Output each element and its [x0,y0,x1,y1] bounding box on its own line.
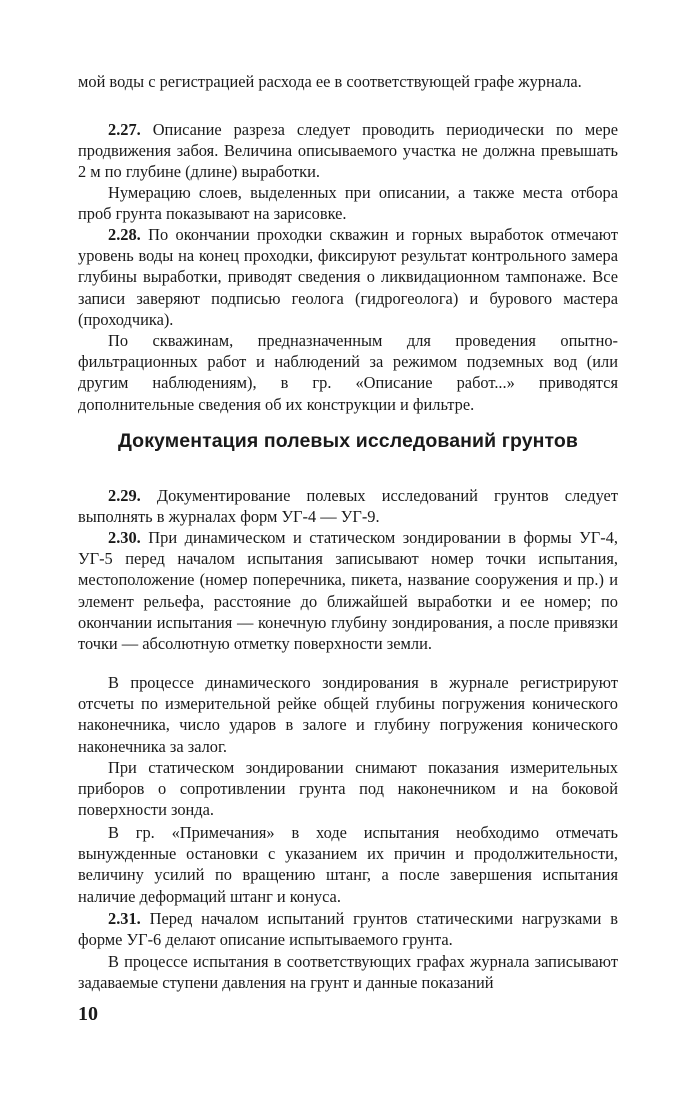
paragraph-text: Документирование полевых исследований грунтов следует выполнять в журналах форм УГ-4 — УГ-9. [78,486,618,527]
paragraph-2-29 [78,485,618,527]
paragraph-text: При динамическом и статическом зондировании в формы УГ-4, УГ-5 перед началом испытания записывают номер точки испытания, местоположение (номер поперечника, пикета, название сооружения и пр.) и элемент рельефа, расстояние до ближайшей выработки и ее номер; по окончании испытания — конечную глубину зондирования, а после привязки точки — абсолютную отметку поверхности земли. [78,528,618,654]
section-number: 2.30. [108,528,141,547]
section-number: 2.27. [108,120,141,139]
paragraph-text: мой воды с регистрацией расхода ее в соответствующей графе журнала. [78,72,582,91]
paragraph-text: В процессе динамического зондирования в журнале регистрируют отсчеты по измерительной рейке общей глубины погружения конического наконечника, число ударов в залоге и глубину погружения конического наконечника за залог. [78,673,618,756]
paragraph-dynamic [78,672,618,757]
paragraph-text: Перед началом испытаний грунтов статическими нагрузками в форме УГ-6 делают описание испытываемого грунта. [78,909,618,950]
paragraph-text: По скважинам, предназначенным для проведения опытно-фильтрационных работ и наблюдений за режимом подземных вод (или другим наблюдениям), в гр. «Описание работ...» приводятся дополнительные сведения об их конструкции и фильтре. [78,331,618,414]
paragraph-text: При статическом зондировании снимают показания измерительных приборов о сопротивлении грунта под наконечником и на боковой поверхности зонда. [78,758,618,820]
paragraph-2-31 [78,908,618,950]
paragraph-text: В гр. «Примечания» в ходе испытания необходимо отмечать вынужденные остановки с указанием их причин и продолжительности, величину усилий по вращению штанг, а после завершения испытания наличие деформаций штанг и конуса. [78,823,618,906]
paragraph-2-30 [78,527,618,654]
paragraph-text: В процессе испытания в соответствующих графах журнала записывают задаваемые ступени давления на грунт и данные показаний [78,952,618,993]
paragraph-text: Нумерацию слоев, выделенных при описании, а также места отбора проб грунта показывают на зарисовке. [78,183,618,224]
section-heading: Документация полевых исследований грунтов [117,430,579,452]
paragraph-text: Описание разреза следует проводить периодически по мере продвижения забоя. Величина описываемого участка не должна превышать 2 м по глубине (длине) выработки. [78,120,618,182]
section-number: 2.28. [108,225,141,244]
paragraph-continuation [78,71,618,92]
paragraph-2-28 [78,224,618,330]
paragraph-notes [78,822,618,907]
paragraph-text: По окончании проходки скважин и горных выработок отмечают уровень воды на конец проходки, фиксируют результат контрольного замера глубины выработки, приводят сведения о ликвидационном тампонаже. Все записи заверяют подписью геолога (гидрогеолога) и бурового мастера (проходчика). [78,225,618,329]
paragraph-static [78,757,618,821]
paragraph-wells [78,330,618,415]
page-number: 10 [78,1003,98,1025]
paragraph-loading [78,951,618,993]
paragraph-numbering [78,182,618,224]
section-number: 2.31. [108,909,141,928]
paragraph-2-27 [78,119,618,183]
section-number: 2.29. [108,486,141,505]
